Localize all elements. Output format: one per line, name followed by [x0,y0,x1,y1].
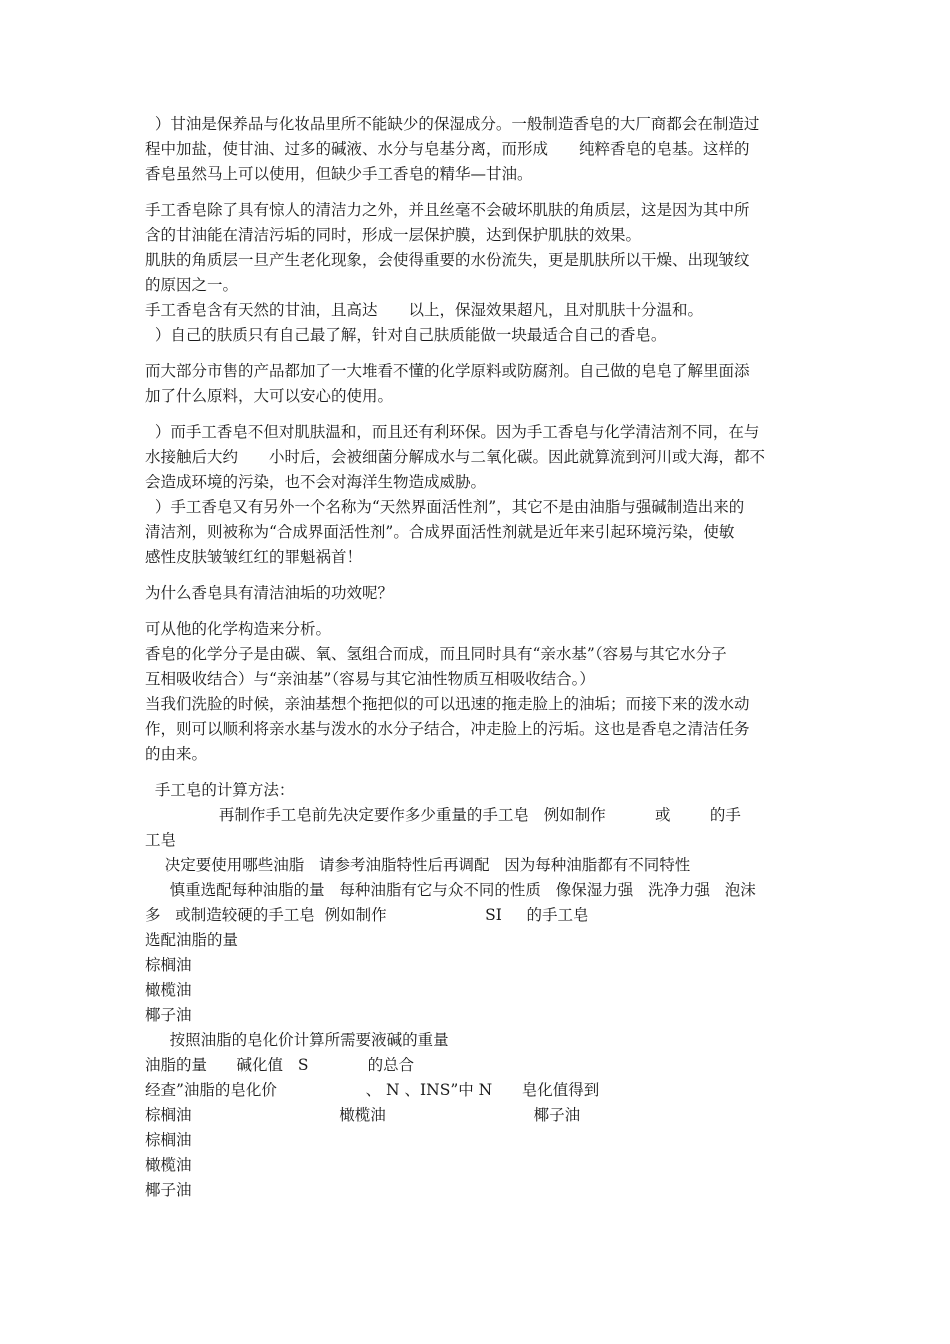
text-line: 按照油脂的皂化价计算所需要液碱的重量 [145,1031,449,1049]
text-line: 再制作手工皂前先决定要作多少重量的手工皂 例如制作 或 的手 [145,806,741,824]
text-line: 会造成环境的污染，也不会对海洋生物造成威胁。 [145,473,487,491]
text-line: 作，则可以顺利将亲水基与泼水的水分子结合，冲走脸上的污垢。这也是香皂之清洁任务 [145,720,750,738]
text-line: 橄榄油 [145,981,192,999]
text-line: 棕榈油 [145,1131,192,1149]
text-line: 的原因之一。 [145,276,239,294]
text-line: 工皂 [145,831,177,849]
text-line: 经查”油脂的皂化价 、 N 、INS”中 N 皂化值得到 [145,1081,600,1099]
text-line: 的由来。 [145,745,208,763]
text-line: 可从他的化学构造来分析。 [145,620,332,638]
text-line: 互相吸收结合）与“亲油基”（容易与其它油性物质互相吸收结合。） [145,670,595,688]
document-page [145,112,810,1203]
text-line: 含的甘油能在清洁污垢的同时，形成一层保护膜，达到保护肌肤的效果。 [145,226,642,244]
text-line: ）甘油是保养品与化妆品里所不能缺少的保湿成分。一般制造香皂的大厂商都会在制造过 [145,115,760,133]
text-line: 水接触后大约 小时后，会被细菌分解成水与二氧化碳。因此就算流到河川或大海，都不 [145,448,766,466]
text-line: 手工香皂除了具有惊人的清洁力之外，并且丝毫不会破坏肌肤的角质层，这是因为其中所 [145,201,750,219]
text-line: ）而手工香皂不但对肌肤温和，而且还有利环保。因为手工香皂与化学清洁剂不同，在与 [145,423,760,441]
text-line: ）手工香皂又有另外一个名称为“天然界面活性剂”，其它不是由油脂与强碱制造出来的 [145,498,745,516]
text-line: 多 或制造较硬的手工皂 例如制作 SI 的手工皂 [145,906,589,924]
section-heading: 手工皂的计算方法： [145,781,295,799]
text-line: ）自己的肤质只有自己最了解，针对自己肤质能做一块最适合自己的香皂。 [145,326,667,344]
text-line: 程中加盐，使甘油、过多的碱液、水分与皂基分离，而形成 纯粹香皂的皂基。这样的 [145,140,750,158]
text-line: 为什么香皂具有清洁油垢的功效呢？ [145,584,394,602]
text-line: 手工香皂含有天然的甘油，且高达 以上，保湿效果超凡，且对肌肤十分温和。 [145,301,704,319]
text-line: 椰子油 [145,1181,192,1199]
text-line: 椰子油 [145,1006,192,1024]
text-line: 香皂的化学分子是由碳、氧、氢组合而成，而且同时具有“亲水基”（容易与其它水分子 [145,645,727,663]
text-line: 加了什么原料，大可以安心的使用。 [145,387,394,405]
text-line: 肌肤的角质层一旦产生老化现象，会使得重要的水份流失，更是肌肤所以干燥、出现皱纹 [145,251,750,269]
text-line: 决定要使用哪些油脂 请参考油脂特性后再调配 因为每种油脂都有不同特性 [145,856,691,874]
text-line: 选配油脂的量 [145,931,239,949]
text-line: 油脂的量 碱化值 S 的总合 [145,1056,415,1074]
text-line: 而大部分市售的产品都加了一大堆看不懂的化学原料或防腐剂。自己做的皂皂了解里面添 [145,362,750,380]
text-line: 感性皮肤皱皱红红的罪魁祸首！ [145,548,363,566]
text-line: 棕榈油 [145,956,192,974]
text-line: 橄榄油 [145,1156,192,1174]
text-line: 清洁剂，则被称为“合成界面活性剂”。合成界面活性剂就是近年来引起环境污染，使敏 [145,523,735,541]
text-line: 棕榈油 橄榄油 椰子油 [145,1106,581,1124]
text-line: 当我们洗脸的时候，亲油基想个拖把似的可以迅速的拖走脸上的油垢；而接下来的泼水动 [145,695,750,713]
text-line: 香皂虽然马上可以使用，但缺少手工香皂的精华—甘油。 [145,165,533,183]
text-line: 慎重选配每种油脂的量 每种油脂有它与众不同的性质 像保湿力强 洗净力强 泡沫 [145,881,756,899]
